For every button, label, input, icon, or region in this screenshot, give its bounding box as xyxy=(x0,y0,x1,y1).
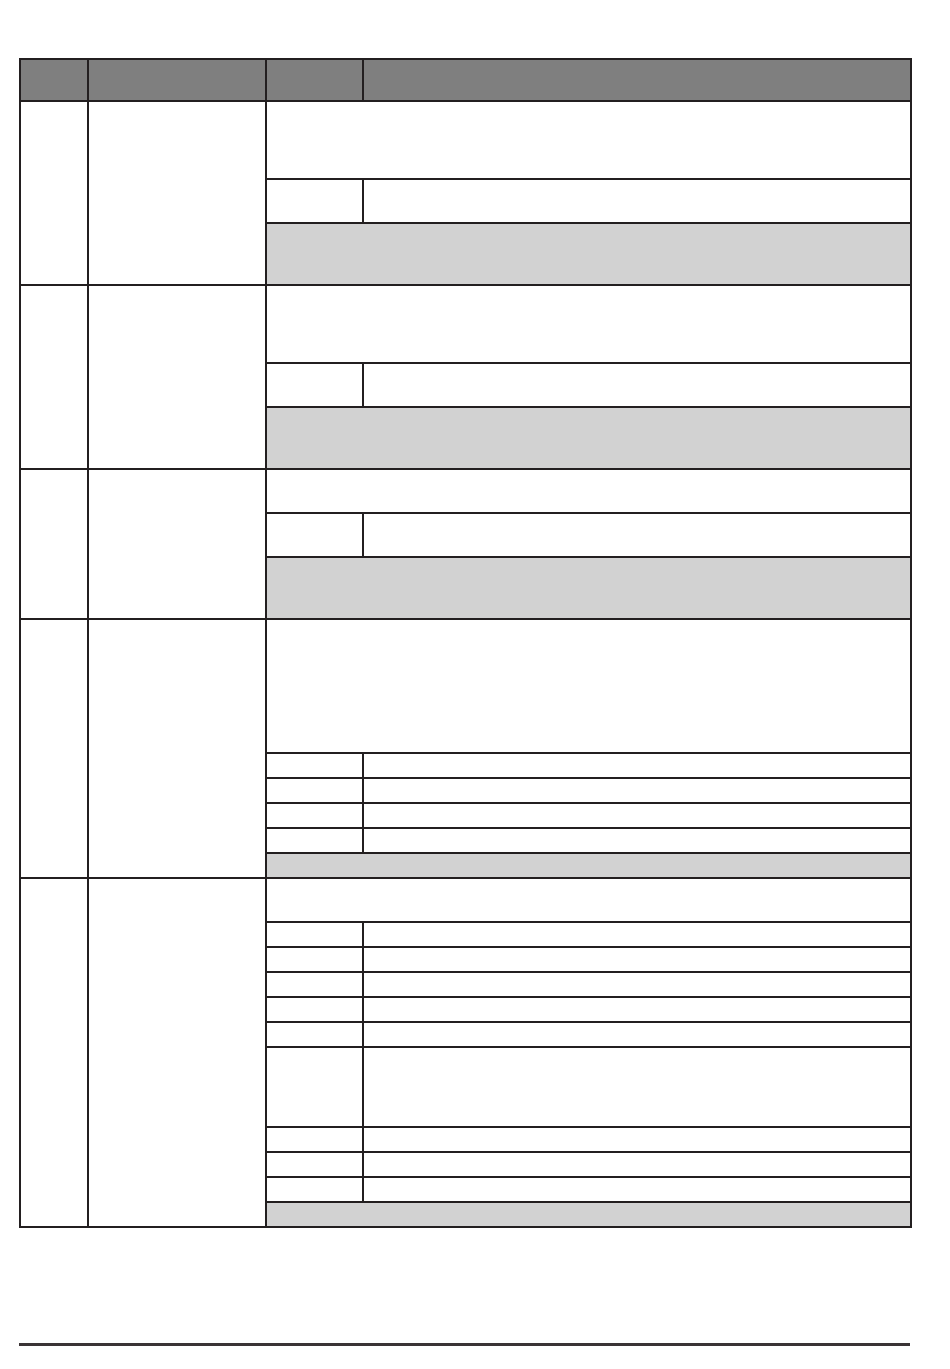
row-text-cell xyxy=(363,997,911,1022)
table-header xyxy=(20,59,911,101)
row-label-cell xyxy=(266,947,363,972)
table-row xyxy=(20,469,911,513)
row-label-cell xyxy=(266,922,363,947)
row-text-cell xyxy=(363,828,911,853)
row-text-cell xyxy=(363,179,911,223)
description-cell xyxy=(266,878,911,922)
row-label-cell xyxy=(266,1022,363,1047)
row-text-cell xyxy=(363,922,911,947)
row-label-cell xyxy=(266,1127,363,1152)
group-title-cell xyxy=(88,101,266,285)
description-cell xyxy=(266,101,911,179)
row-text-cell xyxy=(363,972,911,997)
shaded-note-cell xyxy=(266,407,911,469)
group-title-cell xyxy=(88,878,266,1227)
row-label-cell xyxy=(266,803,363,828)
row-text-cell xyxy=(363,778,911,803)
group-title-cell xyxy=(88,619,266,878)
table-row xyxy=(20,878,911,922)
row-text-cell xyxy=(363,1022,911,1047)
shaded-note-cell xyxy=(266,1202,911,1227)
header-cell-4 xyxy=(363,59,911,101)
table-row xyxy=(20,619,911,753)
row-text-cell xyxy=(363,1152,911,1177)
row-text-cell xyxy=(363,513,911,557)
header-cell-2 xyxy=(88,59,266,101)
group-title-cell xyxy=(88,469,266,619)
row-label-cell xyxy=(266,828,363,853)
row-label-cell xyxy=(266,778,363,803)
row-text-cell xyxy=(363,803,911,828)
shaded-note-cell xyxy=(266,223,911,285)
group-title-cell xyxy=(88,285,266,469)
table-row xyxy=(20,101,911,179)
table-row xyxy=(20,285,911,363)
header-row xyxy=(20,59,911,101)
row-text-cell xyxy=(363,363,911,407)
description-cell xyxy=(266,285,911,363)
description-cell xyxy=(266,469,911,513)
row-text-cell xyxy=(363,753,911,778)
row-label-cell xyxy=(266,972,363,997)
row-label-cell xyxy=(266,1047,363,1127)
row-text-cell xyxy=(363,1127,911,1152)
row-text-cell xyxy=(363,1177,911,1202)
header-cell-1 xyxy=(20,59,88,101)
row-text-cell xyxy=(363,1047,911,1127)
row-label-cell xyxy=(266,1152,363,1177)
group-number-cell xyxy=(20,878,88,1227)
row-label-cell xyxy=(266,363,363,407)
row-label-cell xyxy=(266,513,363,557)
group-number-cell xyxy=(20,469,88,619)
group-number-cell xyxy=(20,619,88,878)
row-label-cell xyxy=(266,1177,363,1202)
header-cell-3 xyxy=(266,59,363,101)
group-number-cell xyxy=(20,285,88,469)
footer-rule xyxy=(19,1343,910,1346)
table-body xyxy=(20,101,911,1227)
row-label-cell xyxy=(266,997,363,1022)
document-table xyxy=(19,58,912,1228)
row-text-cell xyxy=(363,947,911,972)
shaded-note-cell xyxy=(266,853,911,878)
shaded-note-cell xyxy=(266,557,911,619)
group-number-cell xyxy=(20,101,88,285)
row-label-cell xyxy=(266,179,363,223)
description-cell xyxy=(266,619,911,753)
row-label-cell xyxy=(266,753,363,778)
